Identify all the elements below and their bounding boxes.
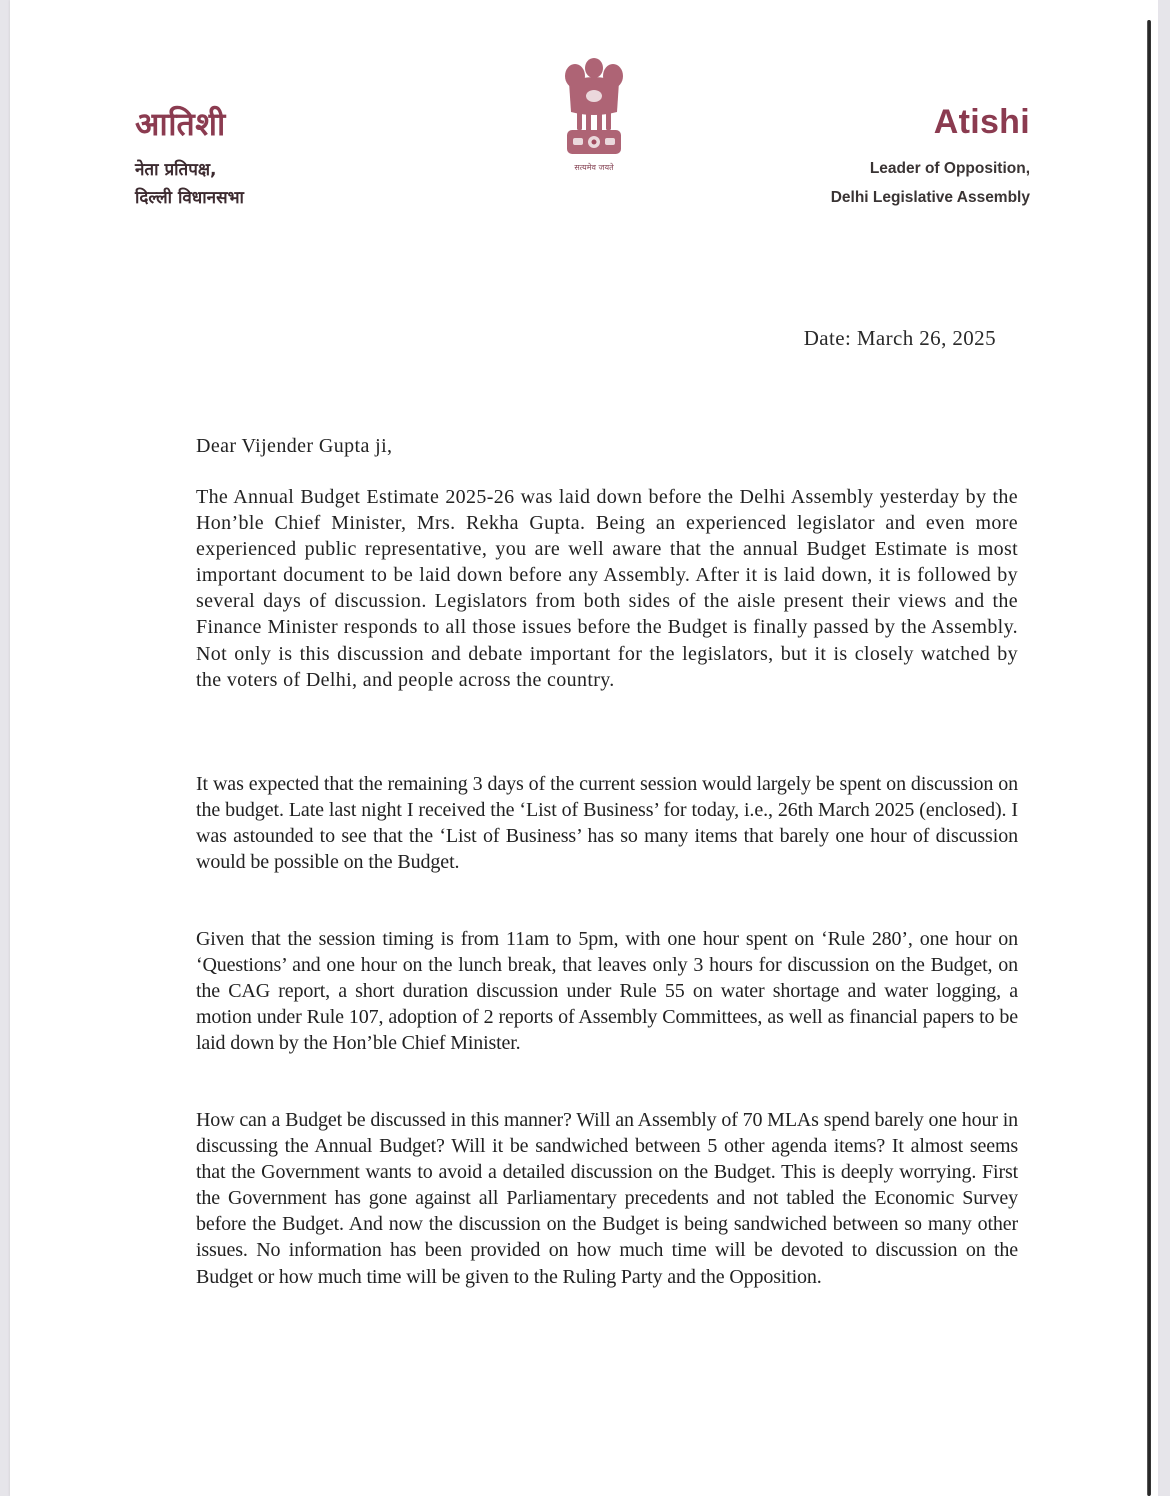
- letter-date: Date: March 26, 2025: [803, 326, 996, 350]
- sender-name-hindi: आतिशी: [135, 105, 226, 143]
- body-paragraph-1: The Annual Budget Estimate 2025-26 was laid down before the Delhi Assembly yesterday by the Hon’ble Chief Minister, Mrs. Rekha Gupta. Being an experienced legislator and even more experienced public representative, you are well aware that the annual Budget Estimate is most important document to be laid down before any Assembly. After it is laid down, it is followed by several days of discussion. Legislators from both sides of the aisle present their views and the Finance Minister responds to all those issues before the Budget is finally passed by the Assembly. Not only is this discussion and debate important for the legislators, but it is closely watched by the voters of Delhi, and people across the country.: [196, 486, 1018, 691]
- salutation: Dear Vijender Gupta ji,: [196, 435, 393, 457]
- sender-role-hindi-line2: दिल्ली विधानसभा: [135, 188, 244, 208]
- body-paragraph-2: It was expected that the remaining 3 days of the current session would largely be spent on discussion on the budget. Late last night I received the ‘List of Business’ for today, i.e., 26th March 2025 (enclosed). I was astounded to see that the ‘List of Business’ has so many items that barely one hour of discussion would be possible on the Budget.: [196, 773, 1018, 874]
- letter-page: [10, 0, 1158, 1496]
- sender-role-english-line2: Delhi Legislative Assembly: [830, 189, 1030, 206]
- body-paragraph-4: How can a Budget be discussed in this manner? Will an Assembly of 70 MLAs spend barely one hour in discussing the Annual Budget? Will it be sandwiched between 5 other agenda items? It almost seems that the Government wants to avoid a detailed discussion on the Budget. This is deeply worrying. First the Government has gone against all Parliamentary precedents and not tabled the Economic Survey before the Budget. And now the discussion on the Budget is being sandwiched between so many other issues. No information has been provided on how much time will be devoted to discussion on the Budget or how much time will be given to the Ruling Party and the Opposition.: [196, 1109, 1018, 1288]
- page-edge-shadow: [1147, 20, 1151, 1496]
- sender-role-hindi-line1: नेता प्रतिपक्ष,: [135, 160, 217, 180]
- body-paragraph-3: Given that the session timing is from 11am to 5pm, with one hour spent on ‘Rule 280’, one hour on ‘Questions’ and one hour on the lunch break, that leaves only 3 hours for discussion on the Budget, on the CAG report, a short duration discussion under Rule 55 on water shortage and water logging, a motion under Rule 107, adoption of 2 reports of Assembly Committees, as well as financial papers to be laid down by the Hon’ble Chief Minister.: [196, 928, 1018, 1055]
- sender-name-english: Atishi: [933, 103, 1030, 141]
- national-emblem-icon: [555, 52, 633, 176]
- emblem-motto: सत्यमेव जयते: [574, 163, 614, 172]
- letterhead-hindi: [135, 104, 244, 212]
- letterhead-english: [831, 102, 1030, 212]
- sender-role-english-line1: Leader of Opposition,: [869, 160, 1030, 177]
